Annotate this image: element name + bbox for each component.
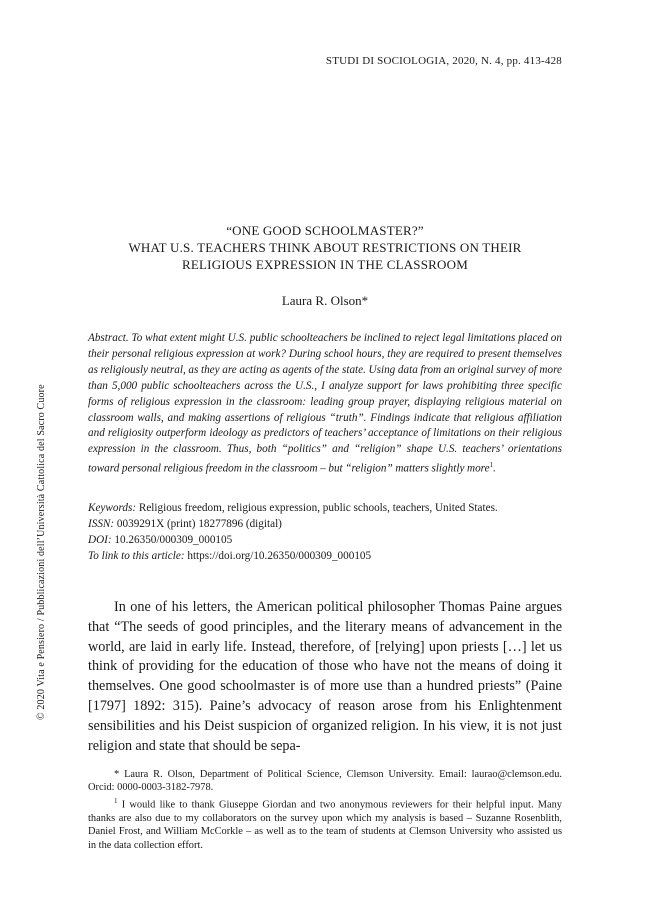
footnote-1-mark: 1 bbox=[114, 796, 118, 805]
issn-row bbox=[88, 516, 562, 532]
body-paragraph: In one of his letters, the American political philosopher Thomas Paine argues that “The seeds of good principles, and the literary means of advancement in the world, are laid in early life. Instead, therefore, of [relying] upon priests […] let us think of providing for the education of those who have not the means of doing it themselves. One good schoolmaster is of more use than a hundred priests” (Paine [1797] 1892: 315). Paine’s advocacy of reason arose from his Enlightenment sensibilities and his Deist suspicion of organized religion. In his view, it is not just religion and state that should be sepa- bbox=[88, 599, 562, 754]
article-metadata bbox=[88, 500, 562, 564]
footnote-marker[interactable]: 1 bbox=[489, 461, 494, 470]
keywords-row bbox=[88, 500, 562, 516]
title-line-1: “ONE GOOD SCHOOLMASTER?” bbox=[226, 223, 424, 238]
author-name: Laura R. Olson* bbox=[281, 293, 369, 308]
footnote-1 bbox=[88, 795, 562, 852]
abstract-text: Abstract. To what extent might U.S. public schoolteachers be inclined to reject legal limitations placed on their personal religious expression at work? During school hours, they are required to present themselves as religiously neutral, as they are acting as agents of the state. Using data from an original survey of more than 5,000 public schoolteachers across the U.S., I analyze support for laws prohibiting three specific forms of religious expression in the classroom: leading group prayer, displaying religious material on classroom walls, and making assertions of religious “truth”. Findings indicate that religious affiliation and religiosity outperform ideology as predictors of teachers’ acceptance of limitations on their religious expression in the classroom. Thus, both “politics” and “religion” shape U.S. teachers’ orientations toward personal religious freedom in the classroom – but “religion” matters slightly more bbox=[88, 332, 562, 475]
issn-value: 0039291X (print) 18277896 (digital) bbox=[114, 518, 282, 530]
footnote-author: * Laura R. Olson, Department of Political Science, Clemson University. Email: laurao@clemson.edu. Orcid: 0000-0003-3182-7978. bbox=[88, 769, 562, 794]
abstract-end: . bbox=[493, 462, 496, 475]
running-head: STUDI DI SOCIOLOGIA, 2020, N. 4, pp. 413-428 bbox=[325, 55, 562, 67]
title-line-3: RELIGIOUS EXPRESSION IN THE CLASSROOM bbox=[182, 257, 468, 272]
keywords-value: Religious freedom, religious expression, public schools, teachers, United States. bbox=[136, 502, 498, 514]
issn-label: ISSN: bbox=[88, 518, 115, 530]
doi-value[interactable]: 10.26350/000309_000105 bbox=[111, 534, 233, 546]
title-line-2: WHAT U.S. TEACHERS THINK ABOUT RESTRICTIONS ON THEIR bbox=[128, 240, 522, 255]
article-title bbox=[88, 222, 562, 273]
article-link[interactable]: https://doi.org/10.26350/000309_000105 bbox=[184, 550, 372, 562]
doi-row bbox=[88, 532, 562, 548]
footnote-1-text: I would like to thank Giuseppe Giordan and two anonymous reviewers for their helpful input. Many thanks are also due to my collaborators on the survey upon which my analysis is based – Suzanne Rosenblith, Daniel Frost, and William McCorkle – as well as to the team of students at Clemson University who assisted us in the data collection effort. bbox=[88, 799, 562, 851]
keywords-label: Keywords: bbox=[88, 502, 137, 514]
footnotes bbox=[88, 768, 562, 852]
copyright-notice: © 2020 Vita e Pensiero / Pubblicazioni dell’Università Cattolica del Sacro Cuore bbox=[36, 384, 47, 720]
link-label: To link to this article: bbox=[88, 550, 185, 562]
abstract bbox=[88, 331, 562, 478]
link-row bbox=[88, 548, 562, 564]
doi-label: DOI: bbox=[88, 534, 112, 546]
